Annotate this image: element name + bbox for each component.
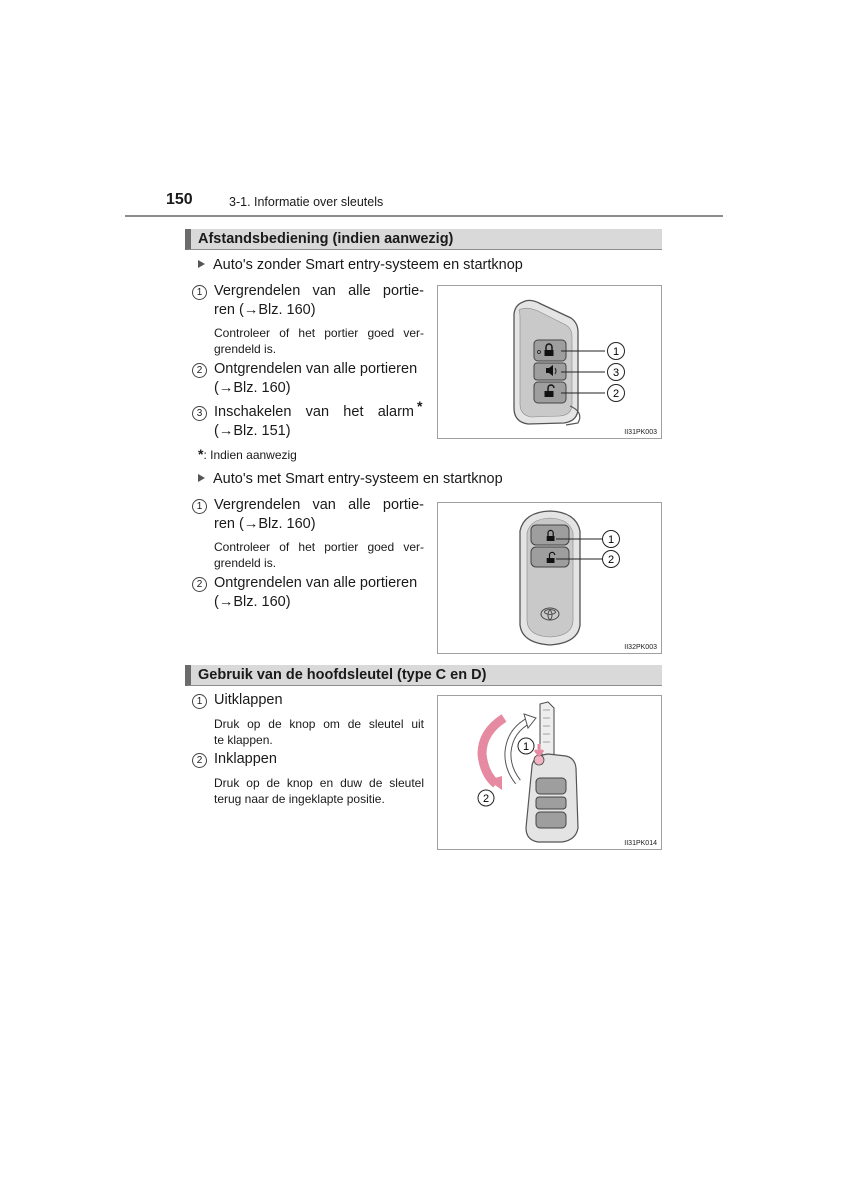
item-note: Controleer of het portier goed ver- [214,540,424,554]
item-text-line: Inschakelen van het alarm [214,404,414,420]
rotate-arrow-icon [482,718,504,790]
flip-key-remote-illustration [438,286,661,438]
item-text-line: ren (→Blz. 160) [214,302,316,318]
item-text-line: (→Blz. 160) [214,594,291,610]
callout-label: 2 [482,793,490,805]
item-text-line: ren (→Blz. 160) [214,516,316,532]
item-note: grendeld is. [214,342,277,356]
section-heading-master-key [185,665,662,686]
item-text-line: Vergrendelen van alle portie- [214,497,424,513]
figure-smart-key [437,502,662,654]
item-text-line: Ontgrendelen van alle portieren [214,575,418,591]
item-note: te klappen. [214,733,273,747]
figure-code: II31PK014 [624,840,657,847]
item-text-line: Ontgrendelen van alle portieren [214,361,418,377]
chapter-title: 3-1. Informatie over sleutels [229,195,384,209]
figure-flip-key-remote [437,285,662,439]
subsection-heading: Auto's met Smart entry-systeem en startknop [198,471,503,487]
figure-code: II32PK003 [624,644,657,651]
subsection-heading: Auto's zonder Smart entry-systeem en startknop [198,257,523,273]
page-number: 150 [166,191,193,208]
item-note: terug naar de ingeklapte positie. [214,792,385,806]
item-number: 2 [192,753,207,768]
item-text-line: Uitklappen [214,692,283,708]
right-triangle-icon [198,474,205,482]
item-text-line: Inklappen [214,751,277,767]
item-number: 1 [192,694,207,709]
item-number: 3 [192,406,207,421]
callout-label: 1 [607,534,615,546]
section-title: Afstandsbediening (indien aanwezig) [198,231,454,247]
item-number: 2 [192,363,207,378]
callout-label: 3 [612,367,620,379]
callout-label: 1 [522,741,530,753]
callout-label: 2 [607,554,615,566]
header-divider [125,215,723,217]
item-text-line: Vergrendelen van alle portie- [214,283,424,299]
item-note: Controleer of het portier goed ver- [214,326,424,340]
item-note: grendeld is. [214,556,277,570]
section-title: Gebruik van de hoofdsleutel (type C en D) [198,667,487,683]
item-note: Druk op de knop en duw de sleutel [214,776,424,790]
item-number: 2 [192,577,207,592]
item-number: 1 [192,499,207,514]
callout-label: 2 [612,388,620,400]
footnote-mark: * [198,446,204,462]
key-fold-illustration [438,696,661,849]
footnote: *: Indien aanwezig [198,446,297,462]
item-text-line: (→Blz. 160) [214,380,291,396]
figure-key-fold [437,695,662,850]
smart-key-illustration [438,503,661,653]
item-note: Druk op de knop om de sleutel uit [214,717,424,731]
section-heading-remote [185,229,662,250]
figure-code: II31PK003 [624,429,657,436]
asterisk-mark: * [417,398,423,414]
item-number: 1 [192,285,207,300]
right-triangle-icon [198,260,205,268]
item-text-line: (→Blz. 151) [214,423,291,439]
callout-label: 1 [612,346,620,358]
